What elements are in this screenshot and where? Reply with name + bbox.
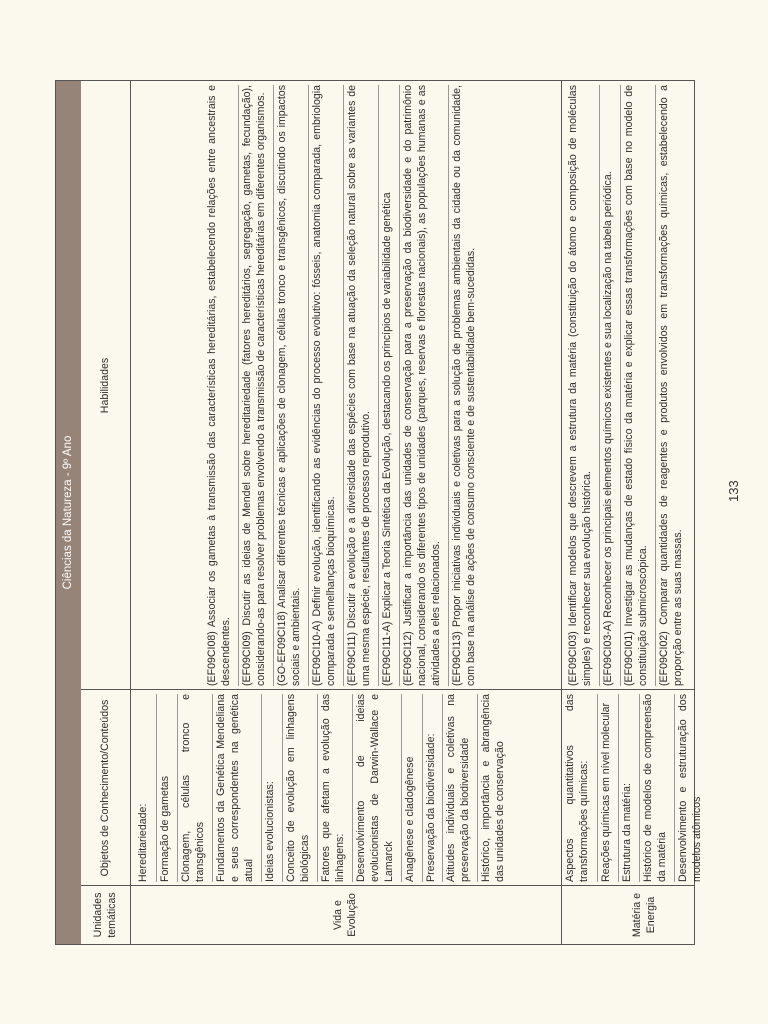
- object-item: Ideias evolucionistas:: [261, 694, 278, 882]
- skill-item: (EF09CI11) Discutir a evolução e a diversidade das espécies com base na atuação da seleção natural sobre as variantes de uma mesma espécie, resultantes de processo reprodutivo.: [343, 85, 374, 686]
- object-item: Formação de gametas: [156, 694, 173, 882]
- table-title: Ciências da Natureza - 9º Ano: [56, 81, 81, 944]
- object-item: Histórico, importância e abrangência das unidades de conservação: [477, 694, 508, 882]
- object-item: Anagênese e cladogênese: [401, 694, 418, 882]
- skill-item: (EF09CI02) Comparar quantidades de reagentes e produtos envolvidos em transformações químicas, estabelecendo a proporção entre as suas massas.: [655, 85, 686, 686]
- skills-column-vida: [206, 85, 483, 686]
- page-number: 133: [726, 480, 741, 502]
- object-item: Desenvolvimento de ideias evolucionistas de Darwin-Wallace e Lamarck: [352, 694, 397, 882]
- skill-item: (EF09CI03) Identificar modelos que descrevem a estrutura da matéria (constituição do átomo e composição de moléculas simples) e reconhecer sua evolução histórica.: [567, 85, 593, 686]
- header-objetos: Objetos de Conhecimento/Conteúdos: [81, 690, 131, 886]
- object-item: Reações químicas em nível molecular: [597, 694, 614, 882]
- skill-item: (EF09CI10-A) Definir evolução, identificando as evidências do processo evolutivo: fósseis, anatomia comparada, embriologia comparada e semelhanças bioquímicas.: [308, 85, 339, 686]
- skill-item: (EF09CI08) Associar os gametas à transmissão das características hereditárias, estabelecendo relações entre ancestrais e descendentes.: [206, 85, 232, 686]
- object-item: Aspectos quantitativos das transformações químicas:: [564, 694, 590, 882]
- skill-item: (GO-EF09CI18) Analisar diferentes técnicas e aplicações de clonagem, células tronco e transgênicos, discutindo os impactos sociais e ambientais.: [273, 85, 304, 686]
- object-item: Atitudes individuais e coletivas na preservação da biodiversidade: [442, 694, 473, 882]
- object-item: Conceito de evolução em linhagens biológicas: [282, 694, 313, 882]
- skill-item: (EF09CI13) Propor iniciativas individuais e coletivas para a solução de problemas ambientais da cidade ou da comunidade, com base na análise de ações de consumo consciente e de sustentabilidade bem-sucedidas.: [448, 85, 479, 686]
- object-item: Hereditariedade:: [137, 803, 149, 882]
- curriculum-table: [55, 80, 703, 945]
- skill-item: (EF09CI12) Justificar a importância das unidades de conservação para a preservação da biodiversidade e do patrimônio nacional, considerando os diferentes tipos de unidades (parques, reservas e florestas nacionais), as populações humanas e as atividades a eles relacionados.: [399, 85, 444, 686]
- object-item: Estrutura da matéria:: [618, 694, 635, 882]
- objects-column-materia: [564, 694, 709, 882]
- row-divider: [561, 81, 562, 944]
- object-item: Desenvolvimento e estruturação dos modelos atômicos: [674, 694, 705, 882]
- column-divider: [81, 689, 695, 690]
- unit-materia-energia: Matéria e Energia: [631, 892, 657, 938]
- skill-item: (EF09CI11-A) Explicar a Teoria Sintética da Evolução, destacando os princípios de variabilidade genética: [378, 85, 395, 686]
- unit-vida-evolucao: Vida e Evolução: [332, 893, 358, 937]
- skill-item: (EF09CI03-A) Reconhecer os principais elementos químicos existentes e sua localização na tabela periódica.: [599, 85, 616, 686]
- header-unidades: Unidades temáticas: [81, 886, 131, 944]
- skill-item: (EF09CI01) Investigar as mudanças de estado físico da matéria e explicar essas transformações com base no modelo de constituição submicroscópica.: [620, 85, 651, 686]
- column-divider: [81, 885, 695, 886]
- object-item: Fundamentos da Genética Mendeliana e seus correspondentes na genética atual: [212, 694, 257, 882]
- object-item: Histórico de modelos de compreensão da matéria: [639, 694, 670, 882]
- object-item: Preservação da biodiversidade:: [422, 694, 439, 882]
- header-habilidades: Habilidades: [81, 81, 131, 690]
- object-item: Fatores que afetam a evolução das linhagens:: [317, 694, 348, 882]
- skill-item: (EF09CI09) Discutir as ideias de Mendel sobre hereditariedade (fatores hereditários, segregação, gametas, fecundação), considerando-as para resolver problemas envolvendo a transmissão de características hereditárias em diferentes organismos.: [238, 85, 269, 686]
- object-item: Clonagem, células tronco e transgênicos: [177, 694, 208, 882]
- objects-column-vida: [137, 694, 512, 882]
- skills-column-materia: [567, 85, 690, 686]
